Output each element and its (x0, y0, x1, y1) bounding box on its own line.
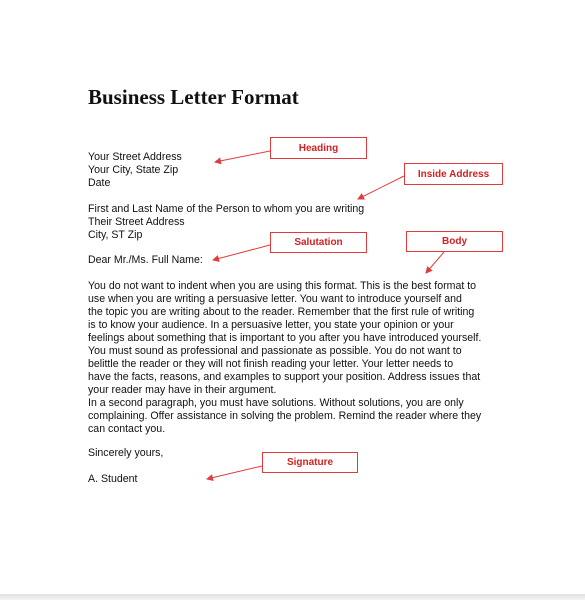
callout-heading: Heading (270, 137, 367, 159)
body-line: In a second paragraph, you must have solutions. Without solutions, you are only (88, 397, 464, 409)
heading-arrow (215, 151, 270, 162)
body-line: belittle the reader or they will not finish reading your letter. Your letter needs to (88, 358, 454, 370)
body-line: the topic you are writing about to the reader. Remember that the first rule of writing (88, 306, 475, 318)
body-arrow (426, 252, 444, 273)
heading-date: Date (88, 177, 111, 189)
heading-city: Your City, State Zip (88, 164, 179, 176)
document-title: Business Letter Format (88, 85, 299, 109)
inside-address-city: City, ST Zip (88, 229, 143, 241)
callout-signature: Signature (262, 452, 358, 473)
inside-address-name: First and Last Name of the Person to whom you are writing (88, 203, 365, 215)
body-line: feelings about something that is important to you after you have introduced yourself. (88, 332, 482, 344)
body-line: complaining. Offer assistance in solving the problem. Remind the reader where they (88, 410, 482, 422)
callout-body: Body (406, 231, 503, 252)
callout-inside-address: Inside Address (404, 163, 503, 185)
body-line: use when you are writing a persuasive letter. You want to introduce yourself and (88, 293, 462, 305)
body-line: have the facts, reasons, and examples to support your position. Address issues that (88, 371, 481, 383)
body-line: can contact you. (88, 423, 166, 435)
body-line: You must sound as professional and passionate as possible. You do not want to (88, 345, 462, 357)
body-line: your reader may have in their argument. (88, 384, 277, 396)
signature-name: A. Student (88, 473, 138, 485)
heading-street: Your Street Address (88, 151, 182, 163)
inside-address-arrow (358, 176, 404, 199)
body-line: You do not want to indent when you are using this format. This is the best format to (88, 280, 477, 292)
callout-salutation: Salutation (270, 232, 367, 253)
page-shadow (0, 594, 585, 600)
inside-address-street: Their Street Address (88, 216, 185, 228)
signature-arrow (207, 466, 262, 479)
closing-text: Sincerely yours, (88, 447, 164, 459)
body-line: is to know your audience. In a persuasive letter, you state your opinion or your (88, 319, 454, 331)
salutation-arrow (213, 245, 270, 260)
salutation-text: Dear Mr./Ms. Full Name: (88, 254, 203, 266)
